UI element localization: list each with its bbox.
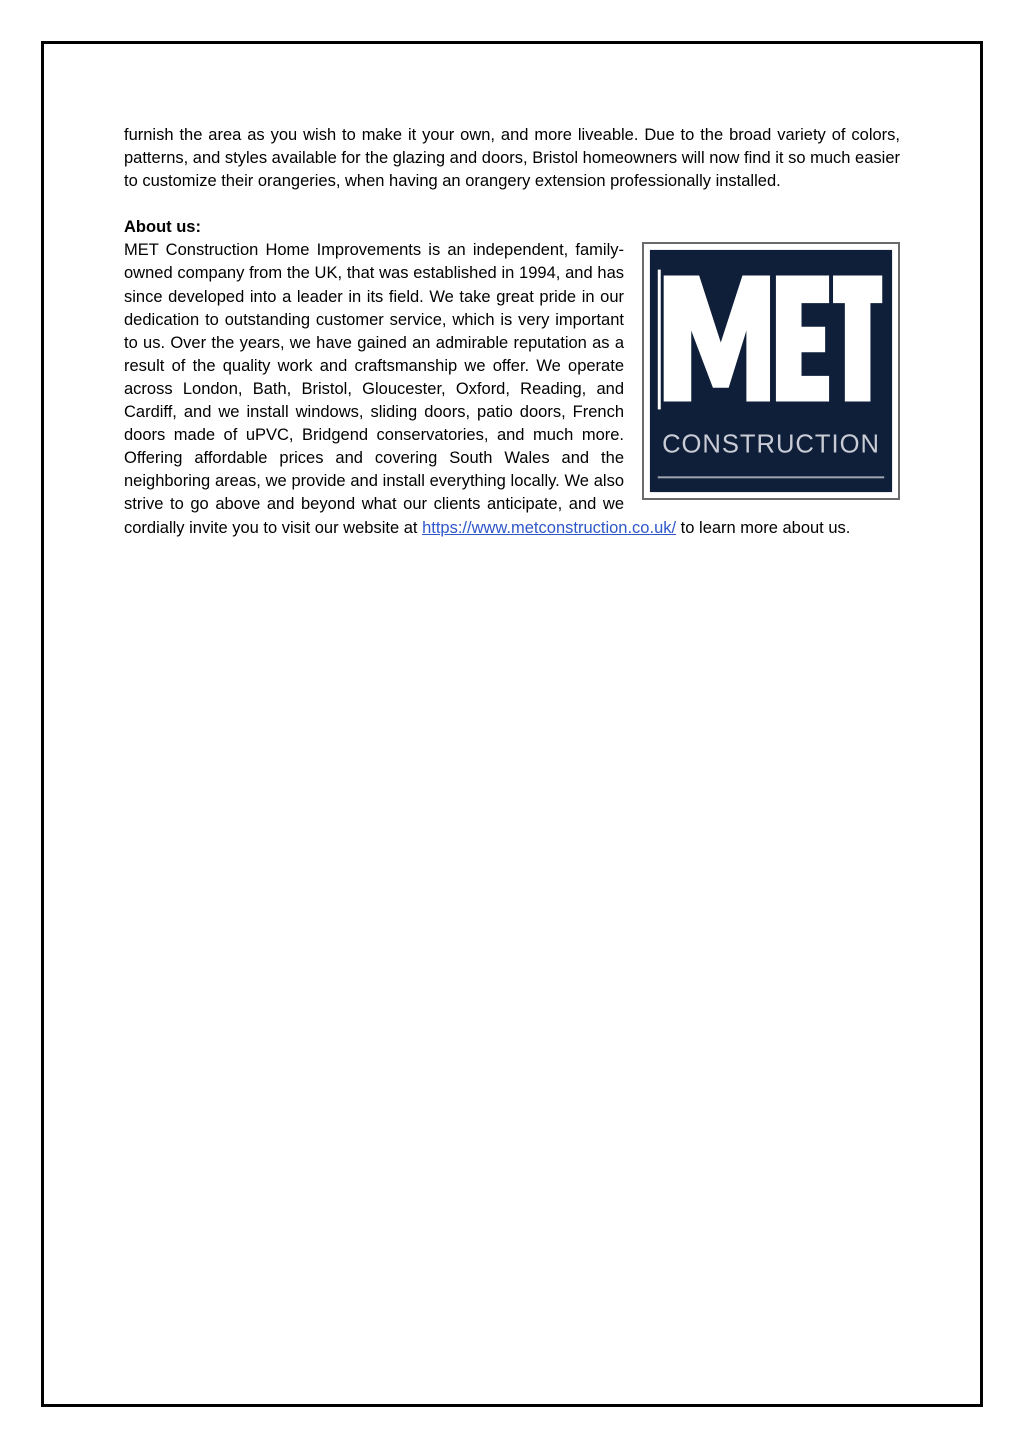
intro-paragraph: furnish the area as you wish to make it your own, and more liveable. Due to the broad variety of colors, patterns, and styles available for the glazing and doors, Bristol homeowners will now find it so much easier to customize their orangeries, when having an orangery extension professionally installed. [124,126,900,191]
website-link[interactable]: https://www.metconstruction.co.uk/ [422,518,677,537]
about-heading: About us: [124,218,201,237]
logo-subtitle: CONSTRUCTION [662,431,880,460]
document-content [124,124,900,540]
met-construction-logo [642,242,900,500]
about-closing-text: to learn more about us. [676,518,851,537]
about-body-text: MET Construction Home Improvements is an independent, family-owned company from the UK, that was established in 1994, and has since developed into a leader in its field. We take great pride in our dedication to outstanding customer service, which is very important to us. Over the years, we have gained an admirable reputation as a result of the quality work and craftsmanship we offer. We operate across London, Bath, Bristol, Gloucester, Oxford, Reading, and Cardiff, and we install windows, sliding doors, patio doors, French doors made of uPVC, Bridgend conservatories, and much more. Offering affordable prices and covering South Wales and the neighboring areas, we provide and install everything locally. We also strive to go above and beyond what our clients anticipate, and we cordially invite you to visit our website at [124,241,624,537]
